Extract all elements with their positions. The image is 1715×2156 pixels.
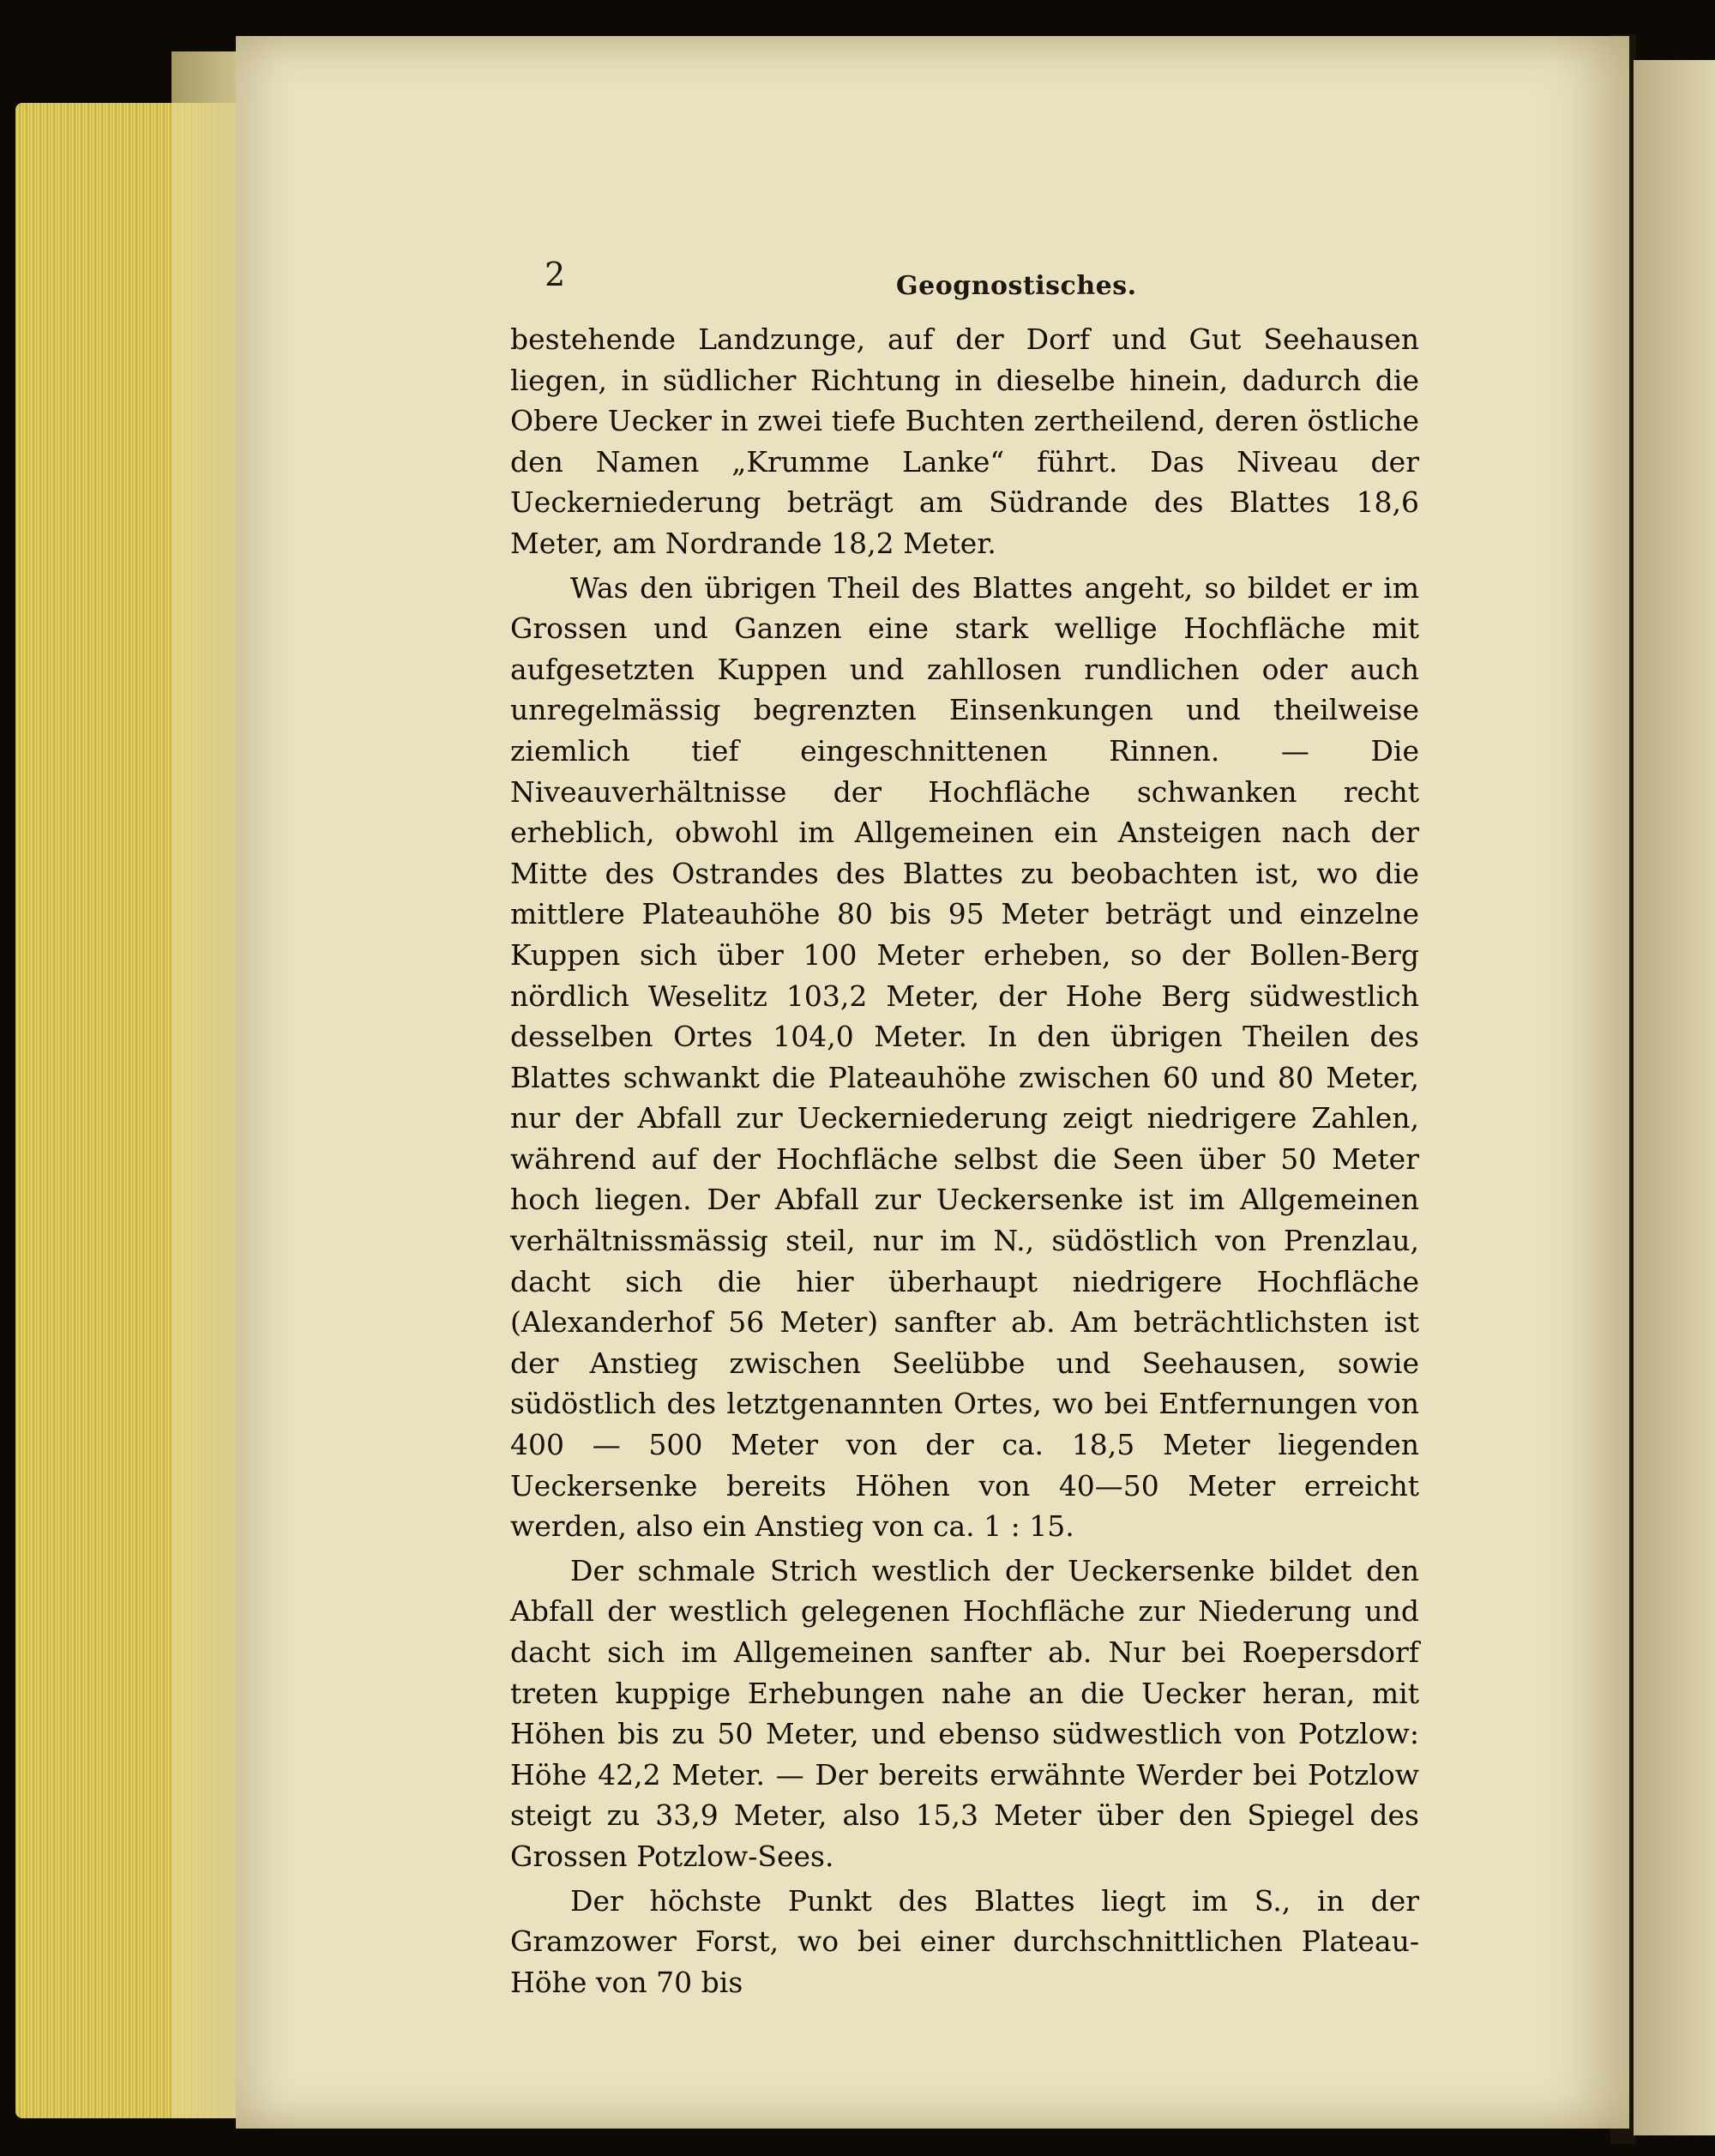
paragraph-2: Was den übrigen Theil des Blattes angeht, so bildet er im Grossen und Ganzen eine stark wellige Hochfläche mit aufgesetzten Kuppen und zahllosen rundlichen oder auch unregelmässig begrenzten Einsenkungen und theilweise ziemlich tief eingeschnittenen Rinnen. — Die Niveauverhältnisse der Hochfläche schwanken recht erheblich, obwohl im Allgemeinen ein Ansteigen nach der Mitte des Ostrandes des Blattes zu beobachten ist, wo die mittlere Plateauhöhe 80 bis 95 Meter beträgt und einzelne Kuppen sich über 100 Meter erheben, so der Bollen-Berg nördlich Weselitz 103,2 Meter, der Hohe Berg südwestlich desselben Ortes 104,0 Meter. In den übrigen Theilen des Blattes schwankt die Plateauhöhe zwischen 60 und 80 Meter, nur der Abfall zur Ueckerniederung zeigt niedrigere Zahlen, während auf der Hochfläche selbst die Seen über 50 Meter hoch liegen. Der Abfall zur Ueckersenke ist im Allgemeinen verhältnissmässig steil, nur im N., südöstlich von Prenzlau, dacht sich die hier überhaupt niedrigere Hochfläche (Alexanderhof 56 Meter) sanfter ab. Am beträchtlichsten ist der Anstieg zwischen Seelübbe und Seehausen, sowie südöstlich des letztgenannten Ortes, wo bei Entfernungen von 400 — 500 Meter von der ca. 18,5 Meter liegenden Ueckersenke bereits Höhen von 40—50 Meter erreicht werden, also ein Anstieg von ca. 1 : 15. [510,570,1419,1544]
page-number: 2 [545,256,566,293]
paragraph-4: Der höchste Punkt des Blattes liegt im S., in der Gramzower Forst, wo bei einer durchschnittlichen Plateau-Höhe von 70 bis [510,1883,1419,1999]
paragraph-3: Der schmale Strich westlich der Ueckersenke bildet den Abfall der westlich gelegenen Hochfläche zur Niederung und dacht sich im Allgemeinen sanfter ab. Nur bei Roepersdorf treten kuppige Erhebungen nahe an die Uecker heran, mit Höhen bis zu 50 Meter, und ebenso südwestlich von Potzlow: Höhe 42,2 Meter. — Der bereits erwähnte Werder bei Potzlow steigt zu 33,9 Meter, also 15,3 Meter über den Spiegel des Grossen Potzlow-Sees. [510,1553,1419,1873]
running-head-title: Geognostisches. [896,271,1137,301]
body-text [510,319,1419,2002]
running-head [536,256,1436,307]
facing-page [1634,60,1715,2135]
paragraph-1: bestehende Landzunge, auf der Dorf und Gut Seehausen liegen, in südlicher Richtung in dieselbe hinein, dadurch die Obere Uecker in zwei tiefe Buchten zertheilend, deren östliche den Namen „Krumme Lanke“ führt. Das Niveau der Ueckerniederung beträgt am Südrande des Blattes 18,6 Meter, am Nordrande 18,2 Meter. [510,322,1419,560]
